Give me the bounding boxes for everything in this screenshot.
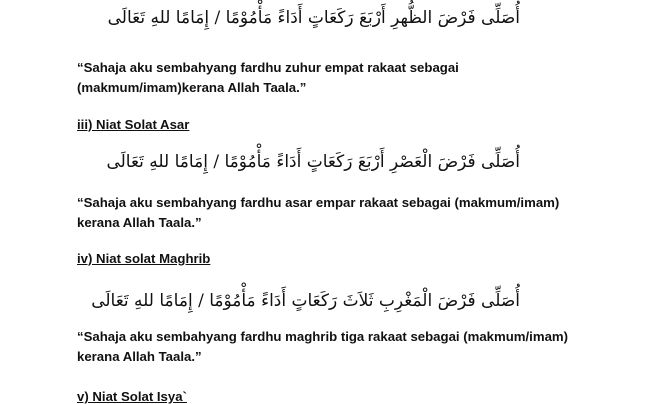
arabic-niat-maghrib: أُصَلِّى فَرْضَ الْمَغْرِبِ ثَلاَثَ رَكَعَاتٍ أَدَاءً مَأْمُوْمًا / إِمَامًا للهِ تَعَالَى xyxy=(91,291,520,311)
translation-zuhur: “Sahaja aku sembahyang fardhu zuhur empat rakaat sebagai (makmum/imam)kerana Allah Taala.” xyxy=(77,60,459,95)
heading-niat-maghrib: iv) Niat solat Maghrib xyxy=(77,251,211,266)
heading-niat-asar: iii) Niat Solat Asar xyxy=(77,117,190,132)
translation-maghrib: “Sahaja aku sembahyang fardhu maghrib tiga rakaat sebagai (makmum/imam) kerana Allah Taala.” xyxy=(77,329,569,364)
arabic-niat-zuhur: أُصَلِّى فَرْضَ الظُّهرِ أَرْبَعَ رَكَعَاتٍ أَدَاءً مَأْمُوْمًا / إِمَامًا للهِ تَعَالَى xyxy=(107,8,520,28)
translation-asar: “Sahaja aku sembahyang fardhu asar empar rakaat sebagai (makmum/imam) kerana Allah Taala.” xyxy=(77,195,560,230)
heading-niat-isya: v) Niat Solat Isya` xyxy=(77,389,187,404)
arabic-niat-asar: أُصَلِّى فَرْضَ الْعَصْرِ أَرْبَعَ رَكَعَاتٍ أَدَاءً مَأْمُوْمًا / إِمَامًا للهِ تَعَالَى xyxy=(106,152,520,172)
